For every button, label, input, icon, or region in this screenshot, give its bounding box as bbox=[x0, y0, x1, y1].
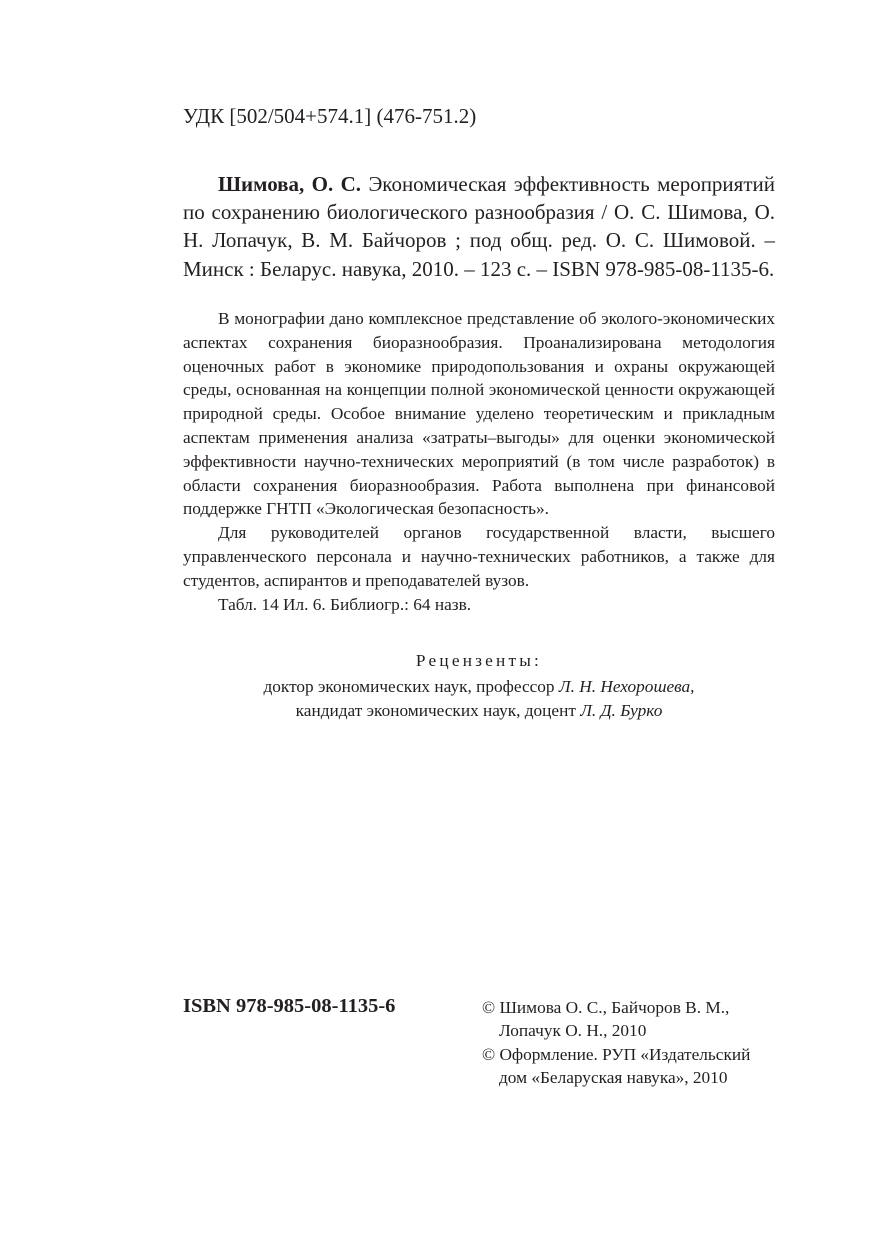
copyright-authors: © Шимова О. С., Байчоров В. М., bbox=[482, 998, 730, 1017]
copyright-authors-cont: Лопачук О. Н., 2010 bbox=[499, 1021, 647, 1041]
reviewers-block bbox=[183, 649, 775, 722]
bibliographic-record bbox=[183, 170, 775, 283]
reviewer-1-title: доктор экономических наук, профессор bbox=[263, 676, 559, 696]
annotation-paragraph-1: В монографии дано комплексное представление об эколого-экономических аспектах сохранения биоразнообразия. Проанализирована методология оценочных работ в экономике природопользования и охраны окружающей среды, основанная на концепции полной экономической ценности окружающей природной среды. Особое внимание уделено теоретическим и прикладным аспектам применения анализа «затраты–выгоды» для оценки экономической эффективности научно-технических мероприятий (в том числе разработок) в области сохранения биоразнообразия. Работа выполнена при финансовой поддержке ГНТП «Экологическая безопасность». bbox=[183, 309, 775, 519]
bibliographic-entry bbox=[183, 170, 775, 283]
bibliographic-description: Экономическая эффективность мероприятий по сохранению биологического разнообразия / О. С. Шимова, О. Н. Лопачук, В. М. Байчоров ; под общ. ред. О. С. Шимовой. – Минск : Беларус. навука, 2010. – 123 с. – ISBN 978-985-08-1135-6. bbox=[183, 172, 775, 281]
reviewer-2-name: Л. Д. Бурко bbox=[580, 700, 663, 720]
copyright-block bbox=[482, 996, 782, 1089]
annotation bbox=[183, 307, 775, 616]
copyright-design-cont: дом «Беларуская навука», 2010 bbox=[499, 1067, 728, 1087]
reviewer-2 bbox=[183, 699, 775, 723]
reviewer-2-title: кандидат экономических наук, доцент bbox=[295, 700, 581, 720]
author-name: Шимова, О. С. bbox=[218, 172, 362, 196]
isbn: ISBN 978-985-08-1135-6 bbox=[183, 995, 396, 1017]
reviewers-heading: Рецензенты: bbox=[415, 651, 543, 670]
udk-code: УДК [502/504+574.1] (476-751.2) bbox=[183, 104, 477, 128]
annotation-counts: Табл. 14 Ил. 6. Библиогр.: 64 назв. bbox=[218, 594, 472, 614]
annotation-paragraph-2: Для руководителей органов государственной власти, высшего управленческого персонала и научно-технических работников, а также для студентов, аспирантов и преподавателей вузов. bbox=[183, 523, 775, 590]
reviewer-1-name: Л. Н. Нехорошева, bbox=[558, 676, 695, 696]
reviewer-1 bbox=[183, 675, 775, 699]
copyright-design: © Оформление. РУП «Издательский bbox=[482, 1044, 751, 1064]
